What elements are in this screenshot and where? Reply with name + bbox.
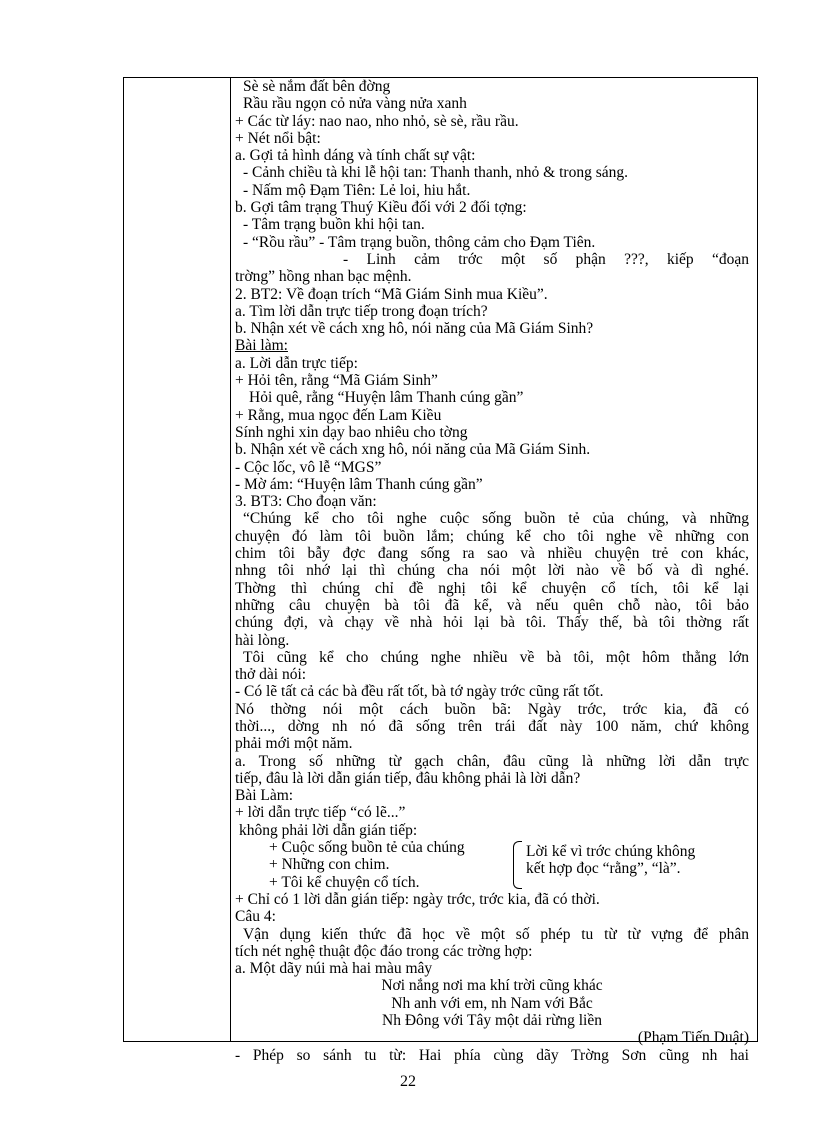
text-line: - Linh cảm trớc một số phận ???, kiếp “đoạn (343, 250, 749, 268)
text-line: Nó thờng nói một cách buồn bã: Ngày trớc, trớc kia, đã có (235, 700, 749, 718)
text-line: a. Trong số những từ gạch chân, đâu cũng là những lời dẫn trực (235, 752, 749, 770)
text-line: những câu chuyện bà tôi đã kể, và nếu quên chỗ nào, tôi bảo (235, 596, 749, 614)
text-line: + Nét nổi bật: (235, 129, 321, 147)
text-line: b. Gợi tâm trạng Thuý Kiều đối với 2 đối tợng: (235, 199, 527, 217)
text-line: Nơi nắng nơi ma khí trời cũng khác (381, 977, 603, 995)
text-line: - Có lẽ tất cả các bà đều rất tốt, bà tớ ngày trớc cũng rất tốt. (235, 683, 604, 701)
page-number: 22 (400, 1073, 416, 1090)
text-line: - Mờ ám: “Huyện lâm Thanh cúng gần” (235, 475, 483, 493)
text-line: tích nét nghệ thuật độc đáo trong các trờng hợp: (235, 942, 533, 960)
brace-note: Lời kể vì trớc chúng không (526, 843, 696, 861)
text-line: Sè sè nắm đất bên đờng (243, 78, 391, 95)
text-line: Hỏi quê, rằng “Huyện lâm Thanh cúng gần” (249, 389, 524, 407)
text-line: - Phép so sánh tu từ: Hai phía cùng dãy Trờng Sơn cũng nh hai (235, 1046, 749, 1064)
text-line: tiếp, đâu là lời dẫn gián tiếp, đâu không phải là lời dẫn? (235, 769, 581, 787)
text-line: Nh Đông với Tây một dải rừng liền (382, 1012, 602, 1030)
text-line: 3. BT3: Cho đoạn văn: (235, 493, 377, 511)
text-line: a. Một dãy núi mà hai màu mây (235, 960, 433, 978)
text-line: (Phạm Tiến Duật) (637, 1029, 749, 1047)
brace-item: + Tôi kể chuyện cổ tích. (269, 873, 420, 891)
text-line: Thờng thì chúng chỉ đề nghị tôi kể chuyện cổ tích, tôi kể lại (235, 579, 749, 597)
text-line: a. Tìm lời dẫn trực tiếp trong đoạn trích? (235, 302, 488, 320)
content-cell (235, 78, 749, 1064)
text-line: Rầu rầu ngọn cỏ nửa vàng nửa xanh (243, 95, 467, 113)
text-line: - Cảnh chiều tà khi lễ hội tan: Thanh thanh, nhỏ & trong sáng. (243, 164, 628, 182)
text-line: Câu 4: (235, 908, 276, 926)
column-divider (230, 78, 231, 1041)
text-line: 2. BT2: Về đoạn trích “Mã Giám Sinh mua Kiều”. (235, 285, 548, 303)
text-line: Sính nghi xin dạy bao nhiêu cho tờng (235, 423, 468, 441)
text-line: hài lòng. (235, 631, 290, 649)
text-line: - Nấm mộ Đạm Tiên: Lẻ loi, hiu hắt. (243, 181, 471, 199)
text-line: nhng tôi nhớ lại thì chúng cha nói một lời nào về bố và dì nghé. (235, 562, 749, 580)
text-line: - Tâm trạng buồn khi hội tan. (243, 216, 425, 234)
text-line: - “Rồu rầu” - Tâm trạng buồn, thông cảm cho Đạm Tiên. (243, 233, 596, 251)
text-line: chúng đợi, và chạy về nhà hỏi lại bà tôi. Thấy thế, bà tôi thờng rất (235, 614, 749, 632)
content-table (123, 77, 758, 1064)
text-line: + Chỉ có 1 lời dẫn gián tiếp: ngày trớc, trớc kia, đã có thời. (235, 890, 600, 908)
text-line: + Hỏi tên, rằng “Mã Giám Sinh” (235, 372, 438, 390)
text-line: thời..., dờng nh nó đã sống trên trái đất này 100 năm, chứ không (235, 717, 749, 735)
text-line: b. Nhận xét về cách xng hô, nói năng của Mã Giám Sinh. (235, 441, 591, 459)
text-line: phải mới một năm. (235, 735, 353, 753)
text-line: - Cộc lốc, vô lễ “MGS” (235, 458, 382, 476)
text-line: Vận dụng kiến thức đã học về một số phép tu từ từ vựng để phân (243, 925, 749, 943)
text-line: Bài làm: (235, 337, 288, 355)
text-line: trờng” hồng nhan bạc mệnh. (235, 268, 412, 286)
text-line: a. Gợi tả hình dáng và tính chất sự vật: (235, 147, 476, 165)
text-line: chim tôi bẫy đợc đang sống ra sao và nhiều chuyện trẻ con khác, (235, 545, 749, 563)
text-line: chuyện đó làm tôi buồn lắm; chúng kể cho tôi nghe về những con (235, 527, 749, 545)
text-line: a. Lời dẫn trực tiếp: (235, 354, 358, 372)
text-line: + Các từ láy: nao nao, nho nhỏ, sè sè, rầu rầu. (235, 112, 519, 130)
brace-note: kết hợp đọc “rằng”, “là”. (526, 860, 681, 878)
text-line: b. Nhận xét về cách xng hô, nói năng của Mã Giám Sinh? (235, 320, 594, 338)
brace-group (235, 839, 749, 891)
brace-item: + Những con chim. (269, 856, 390, 874)
text-line: + lời dẫn trực tiếp “có lẽ...” (235, 804, 406, 822)
brace-bracket (513, 841, 522, 889)
text-line: + Rằng, mua ngọc đến Lam Kiều (235, 406, 442, 424)
brace-item: + Cuộc sống buồn tẻ của chúng (269, 839, 465, 857)
text-line: thở dài nói: (235, 666, 307, 684)
text-line: “Chúng kể cho tôi nghe cuộc sống buồn tẻ của chúng, và những (243, 510, 749, 528)
text-line: không phải lời dẫn gián tiếp: (239, 821, 418, 839)
text-line: Nh anh với em, nh Nam với Bắc (391, 994, 593, 1012)
text-line: Bài Làm: (235, 787, 294, 805)
text-line: Tôi cũng kể cho chúng nghe nhiều về bà tôi, một hôm thằng lớn (243, 648, 749, 666)
